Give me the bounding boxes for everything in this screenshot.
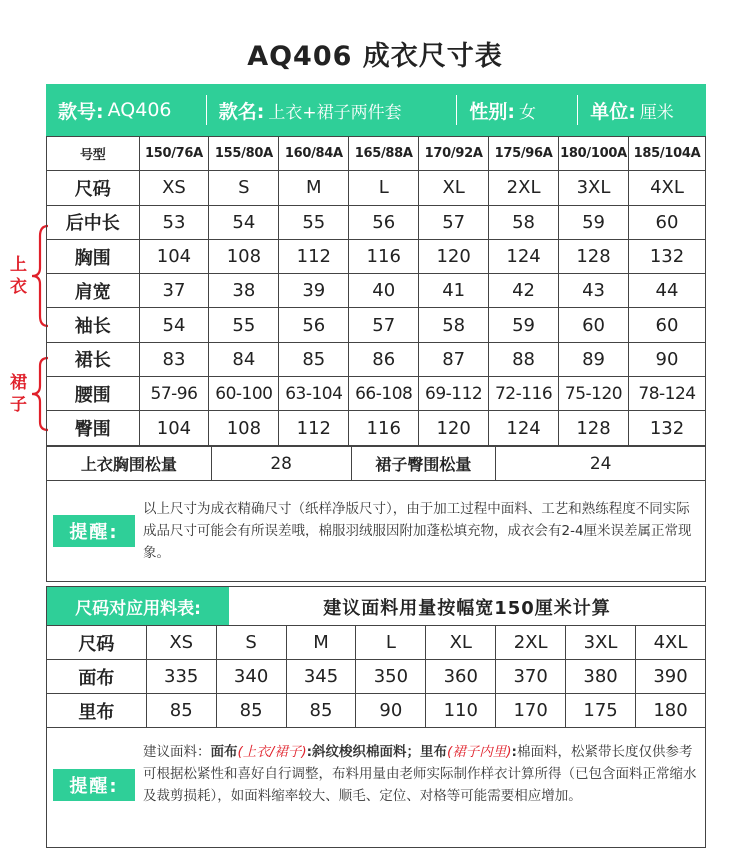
value-cell: 108 (209, 411, 279, 445)
value-cell: 84 (209, 342, 279, 376)
value-cell: 390 (636, 660, 706, 694)
value-cell: 54 (139, 308, 209, 342)
note-part: 斜纹梭织棉面料；里布 (312, 744, 447, 760)
skirt-side-char: 裙 (10, 373, 27, 393)
model-cell: 155/80A (209, 137, 279, 171)
row-label: 肩宽 (47, 274, 140, 308)
value-cell: 87 (419, 342, 489, 376)
unit-label: 单位: (590, 100, 636, 123)
table-row (47, 205, 706, 239)
value-cell: 85 (146, 694, 216, 728)
size-cell: XL (419, 171, 489, 205)
value-cell: 57-96 (139, 377, 209, 411)
value-cell: 53 (139, 205, 209, 239)
value-cell: 112 (279, 239, 349, 273)
row-label: 腰围 (47, 377, 140, 411)
value-cell: 350 (356, 660, 426, 694)
value-cell: 58 (489, 205, 559, 239)
value-cell: 124 (489, 411, 559, 445)
note-part: 建议面料： (143, 744, 211, 760)
table-row (47, 274, 706, 308)
value-cell: 170 (496, 694, 566, 728)
note-part: : (306, 744, 312, 760)
value-cell: 38 (209, 274, 279, 308)
value-cell: 89 (559, 342, 629, 376)
size-cell: XS (139, 171, 209, 205)
model-cell: 165/88A (349, 137, 419, 171)
value-cell: 60 (629, 308, 706, 342)
note-part: : (511, 744, 517, 760)
value-cell: 59 (559, 205, 629, 239)
value-cell: 83 (139, 342, 209, 376)
style-no-label: 款号: (58, 100, 104, 123)
model-cell: 170/92A (419, 137, 489, 171)
fabric-reminder-text (143, 741, 699, 807)
skirt-ease-label: 裙子臀围松量 (351, 447, 496, 481)
reminder-text: 以上尺寸为成衣精确尺寸（纸样净版尺寸），由于加工过程中面料、工艺和熟练程度不同实际成品尺寸可能会有所误差哦，棉服羽绒服因附加蓬松填充物，成衣会有2-4厘米误差属正常现象。 (143, 501, 692, 561)
size-cell: 4XL (636, 626, 706, 660)
value-cell: 104 (139, 411, 209, 445)
size-label: 尺码 (47, 171, 140, 205)
model-cell: 185/104A (629, 137, 706, 171)
skirt-ease-value: 24 (496, 447, 706, 481)
gender-value: 女 (518, 102, 536, 123)
value-cell: 360 (426, 660, 496, 694)
value-cell: 60 (629, 205, 706, 239)
top-ease-value: 28 (211, 447, 351, 481)
value-cell: 104 (139, 239, 209, 273)
ease-table (46, 446, 706, 481)
value-cell: 128 (559, 239, 629, 273)
value-cell: 60-100 (209, 377, 279, 411)
size-cell: XS (146, 626, 216, 660)
size-cell: 2XL (489, 171, 559, 205)
value-cell: 55 (209, 308, 279, 342)
row-label: 面布 (47, 660, 147, 694)
size-cell: S (209, 171, 279, 205)
value-cell: 40 (349, 274, 419, 308)
size-cell: L (349, 171, 419, 205)
value-cell: 86 (349, 342, 419, 376)
reminder-badge: 提醒: (53, 515, 135, 547)
note-part: 棉面料，松紧带长度仅供参考可根据松紧性和喜好自行调整，布料用量由老师实际制作样衣计算所得（已包含面料正常缩水及裁剪损耗），如面料缩率较大、顺毛、定位、对格等可能需要相应增加。 (143, 744, 697, 804)
fabric-header-text: 建议面料用量按幅宽150厘米计算 (323, 597, 611, 619)
gender-cell (457, 84, 577, 136)
name-cell (207, 84, 457, 136)
value-cell: 57 (419, 205, 489, 239)
value-cell: 56 (349, 205, 419, 239)
model-cell: 160/84A (279, 137, 349, 171)
row-label: 臀围 (47, 411, 140, 445)
unit-cell (578, 84, 706, 136)
model-cell: 180/100A (559, 137, 629, 171)
value-cell: 55 (279, 205, 349, 239)
value-cell: 110 (426, 694, 496, 728)
value-cell: 57 (349, 308, 419, 342)
value-cell: 124 (489, 239, 559, 273)
value-cell: 85 (279, 342, 349, 376)
unit-value: 厘米 (639, 102, 674, 123)
table-row (47, 239, 706, 273)
value-cell: 180 (636, 694, 706, 728)
fabric-table (46, 625, 706, 728)
table-row (47, 660, 706, 694)
value-cell: 43 (559, 274, 629, 308)
row-label: 裙长 (47, 342, 140, 376)
table-row (47, 342, 706, 376)
fabric-header-label: 尺码对应用料表: (47, 587, 229, 626)
value-cell: 78-124 (629, 377, 706, 411)
top-side-char: 上 (10, 255, 27, 275)
model-row (47, 137, 706, 171)
value-cell: 128 (559, 411, 629, 445)
size-cell: M (286, 626, 356, 660)
value-cell: 90 (356, 694, 426, 728)
table-row (47, 308, 706, 342)
value-cell: 88 (489, 342, 559, 376)
page-title: AQ406 成衣尺寸表 (247, 41, 503, 72)
skirt-side-char: 子 (10, 395, 27, 415)
value-cell: 380 (566, 660, 636, 694)
value-cell: 39 (279, 274, 349, 308)
value-cell: 345 (286, 660, 356, 694)
value-cell: 37 (139, 274, 209, 308)
value-cell: 132 (629, 239, 706, 273)
row-label: 袖长 (47, 308, 140, 342)
value-cell: 72-116 (489, 377, 559, 411)
fabric-header (46, 586, 706, 626)
row-label: 里布 (47, 694, 147, 728)
value-cell: 54 (209, 205, 279, 239)
value-cell: 175 (566, 694, 636, 728)
top-ease-label: 上衣胸围松量 (47, 447, 212, 481)
value-cell: 90 (629, 342, 706, 376)
fabric-reminder-badge: 提醒: (53, 769, 135, 801)
fabric-size-label: 尺码 (47, 626, 147, 660)
value-cell: 120 (419, 239, 489, 273)
table-row (47, 377, 706, 411)
value-cell: 116 (349, 239, 419, 273)
ease-row (47, 447, 706, 481)
reminder-box (46, 480, 706, 582)
value-cell: 58 (419, 308, 489, 342)
table-row (47, 694, 706, 728)
value-cell: 41 (419, 274, 489, 308)
value-cell: 42 (489, 274, 559, 308)
value-cell: 66-108 (349, 377, 419, 411)
value-cell: 75-120 (559, 377, 629, 411)
size-cell: S (216, 626, 286, 660)
value-cell: 69-112 (419, 377, 489, 411)
value-cell: 59 (489, 308, 559, 342)
size-row (47, 171, 706, 205)
size-cell: 3XL (559, 171, 629, 205)
value-cell: 108 (209, 239, 279, 273)
note-red-part: (裙子内里) (447, 744, 512, 760)
size-cell: XL (426, 626, 496, 660)
fabric-reminder-box (46, 727, 706, 848)
note-part: 面布 (210, 744, 238, 760)
note-red-part: (上衣/裙子) (237, 744, 307, 760)
value-cell: 44 (629, 274, 706, 308)
name-label: 款名: (218, 100, 265, 123)
value-cell: 335 (146, 660, 216, 694)
row-label: 胸围 (47, 239, 140, 273)
value-cell: 85 (286, 694, 356, 728)
size-cell: L (356, 626, 426, 660)
value-cell: 63-104 (279, 377, 349, 411)
row-label: 后中长 (47, 205, 140, 239)
style-no-value: AQ406 (107, 99, 172, 121)
size-table (46, 136, 706, 446)
top-side-char: 衣 (10, 277, 27, 297)
size-cell: 2XL (496, 626, 566, 660)
top-side-label (10, 254, 27, 298)
gender-label: 性别: (469, 100, 515, 123)
value-cell: 56 (279, 308, 349, 342)
model-label: 号型 (47, 137, 140, 171)
table-row (47, 411, 706, 445)
model-cell: 175/96A (489, 137, 559, 171)
value-cell: 60 (559, 308, 629, 342)
value-cell: 370 (496, 660, 566, 694)
value-cell: 340 (216, 660, 286, 694)
style-no-cell (46, 84, 206, 136)
name-value: 上衣+裙子两件套 (268, 102, 402, 123)
model-cell: 150/76A (139, 137, 209, 171)
fabric-size-row (47, 626, 706, 660)
value-cell: 120 (419, 411, 489, 445)
value-cell: 85 (216, 694, 286, 728)
value-cell: 132 (629, 411, 706, 445)
value-cell: 112 (279, 411, 349, 445)
info-bar (46, 84, 706, 136)
value-cell: 116 (349, 411, 419, 445)
skirt-side-label (10, 372, 27, 416)
size-cell: M (279, 171, 349, 205)
size-cell: 4XL (629, 171, 706, 205)
size-cell: 3XL (566, 626, 636, 660)
